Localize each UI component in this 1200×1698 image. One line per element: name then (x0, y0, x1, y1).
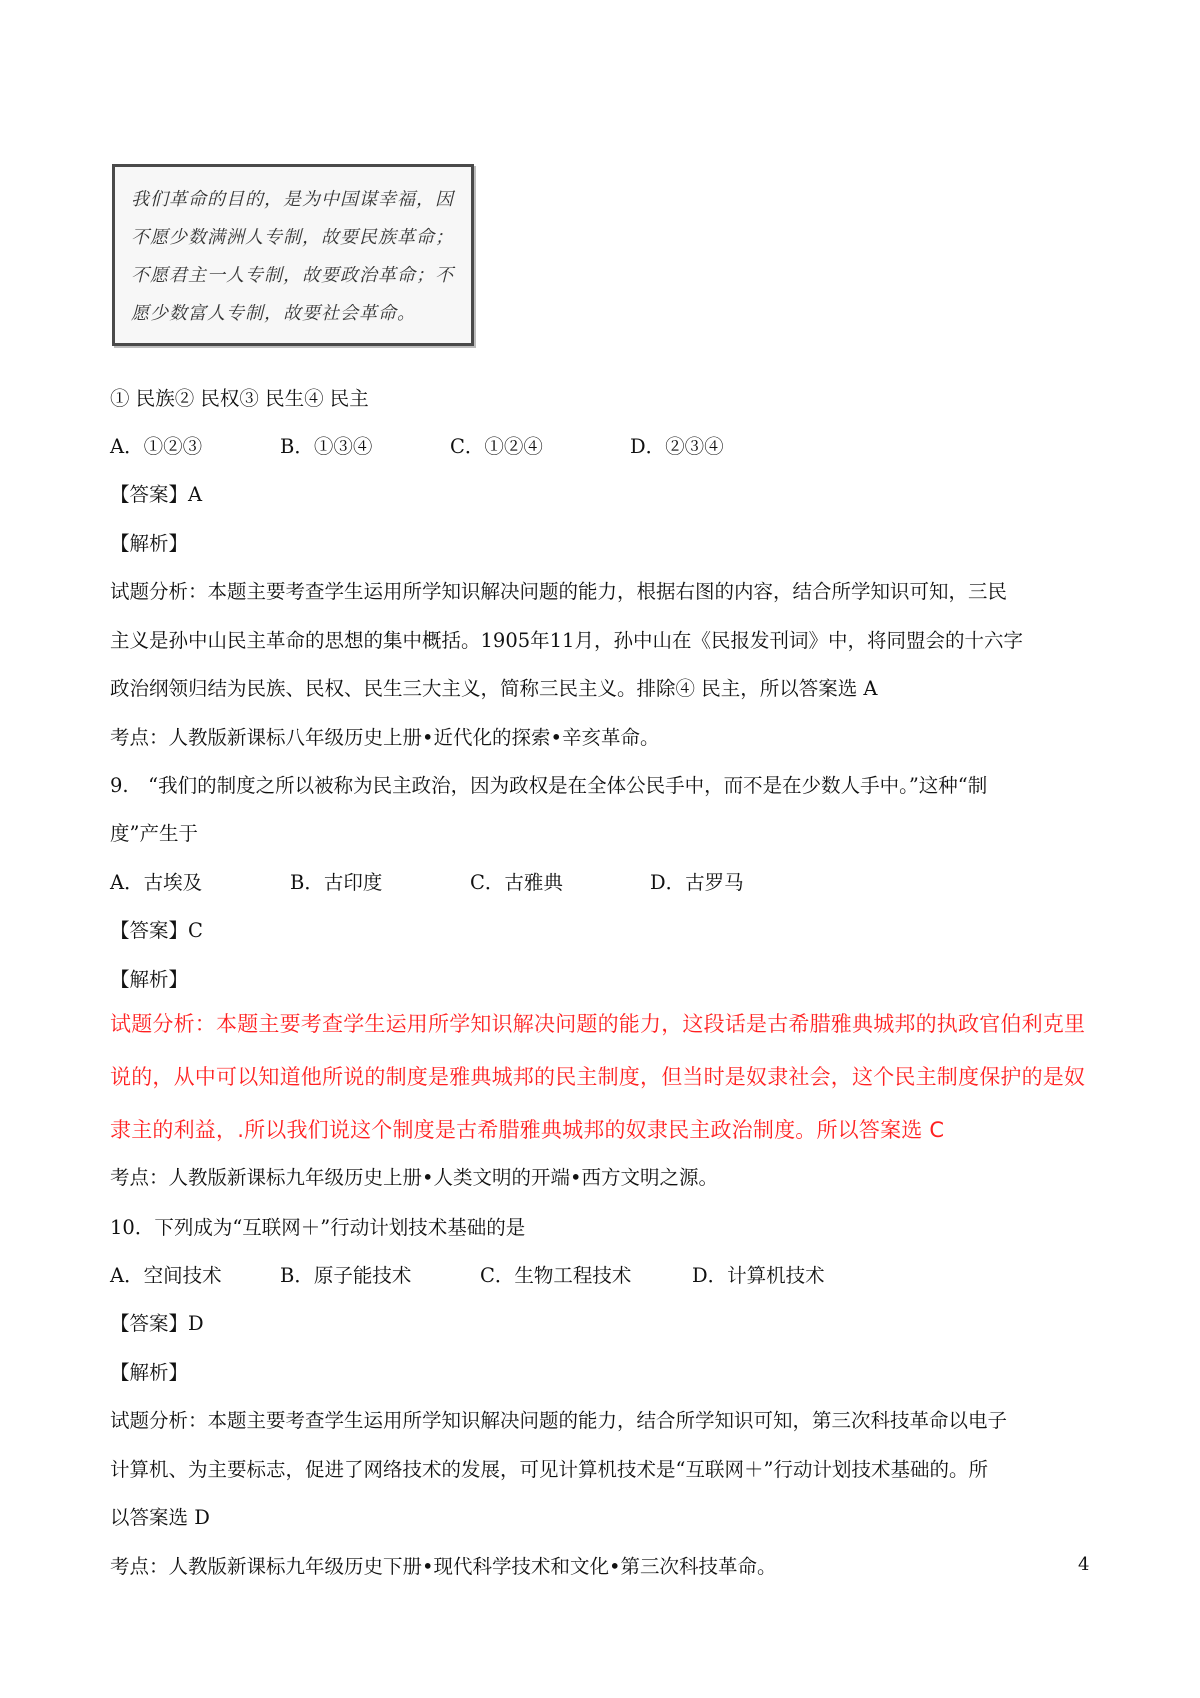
q9-option-c: C．古雅典 (470, 871, 563, 894)
q10-analysis-line: 以答案选 D (110, 1506, 210, 1529)
q10-options (110, 1260, 825, 1288)
q8-option-a: A．①②③ (110, 435, 203, 458)
q9-analysis-red-line: 试题分析：本题主要考查学生运用所学知识解决问题的能力，这段话是古希腊雅典城邦的执政官伯利克里 (110, 1012, 1086, 1036)
q10-stem: 10．下列成为“互联网＋”行动计划技术基础的是 (110, 1216, 526, 1239)
page-number: 4 (1078, 1554, 1090, 1575)
q9-analysis-label: 【解析】 (110, 968, 189, 991)
quote-line: 愿少数富人专制，故要社会革命。 (131, 303, 416, 324)
q9-option-b: B．古印度 (290, 871, 383, 894)
q9-analysis-red-line: 隶主的利益，.所以我们说这个制度是古希腊雅典城邦的奴隶民主政治制度。所以答案选 C (110, 1118, 945, 1142)
q10-option-c: C．生物工程技术 (480, 1264, 632, 1287)
quote-line: 我们革命的目的，是为中国谋幸福，因 (131, 189, 454, 210)
q10-option-d: D．计算机技术 (692, 1264, 825, 1287)
q10-analysis-line: 试题分析：本题主要考查学生运用所学知识解决问题的能力，结合所学知识可知，第三次科技革命以电子 (110, 1409, 1008, 1432)
q8-analysis-line: 主义是孙中山民主革命的思想的集中概括。1905年11月，孙中山在《民报发刊词》中，将同盟会的十六字 (110, 629, 1023, 652)
quote-image (112, 164, 474, 346)
quote-line: 不愿少数满洲人专制，故要民族革命； (131, 227, 454, 248)
q9-option-d: D．古罗马 (650, 871, 744, 894)
q9-options (110, 867, 744, 895)
q10-option-b: B．原子能技术 (280, 1264, 412, 1287)
q10-analysis-line: 计算机、为主要标志，促进了网络技术的发展，可见计算机技术是“互联网＋”行动计划技术基础的。所 (110, 1458, 988, 1481)
q8-kaodian: 考点：人教版新课标八年级历史上册•近代化的探索•辛亥革命。 (110, 726, 660, 749)
q9-kaodian: 考点：人教版新课标九年级历史上册•人类文明的开端•西方文明之源。 (110, 1166, 719, 1189)
q9-option-a: A．古埃及 (110, 871, 203, 894)
q8-analysis-line: 政治纲领归结为民族、民权、民生三大主义，简称三民主义。排除④ 民主，所以答案选 A (110, 677, 878, 700)
quote-line: 不愿君主一人专制，故要政治革命；不 (131, 265, 454, 286)
q8-analysis-label: 【解析】 (110, 532, 189, 555)
q8-analysis-line: 试题分析：本题主要考查学生运用所学知识解决问题的能力，根据右图的内容，结合所学知识可知，三民 (110, 580, 1008, 603)
q9-stem-line: 9. “我们的制度之所以被称为民主政治，因为政权是在全体公民手中，而不是在少数人手中。”这种“制 (110, 774, 988, 797)
q10-answer: 【答案】D (110, 1312, 204, 1335)
q8-items: ① 民族② 民权③ 民生④ 民主 (110, 387, 369, 410)
q8-answer: 【答案】A (110, 483, 203, 506)
q8-option-b: B．①③④ (280, 435, 373, 458)
q9-stem-line: 度”产生于 (110, 822, 198, 845)
q9-analysis-red-line: 说的，从中可以知道他所说的制度是雅典城邦的民主制度，但当时是奴隶社会，这个民主制度保护的是奴 (110, 1065, 1086, 1089)
q9-answer: 【答案】C (110, 919, 203, 942)
q8-options (110, 431, 724, 459)
q10-kaodian: 考点：人教版新课标九年级历史下册•现代科学技术和文化•第三次科技革命。 (110, 1555, 777, 1578)
q8-option-d: D．②③④ (630, 435, 724, 458)
q10-option-a: A．空间技术 (110, 1264, 222, 1287)
q8-option-c: C．①②④ (450, 435, 543, 458)
q10-analysis-label: 【解析】 (110, 1361, 189, 1384)
